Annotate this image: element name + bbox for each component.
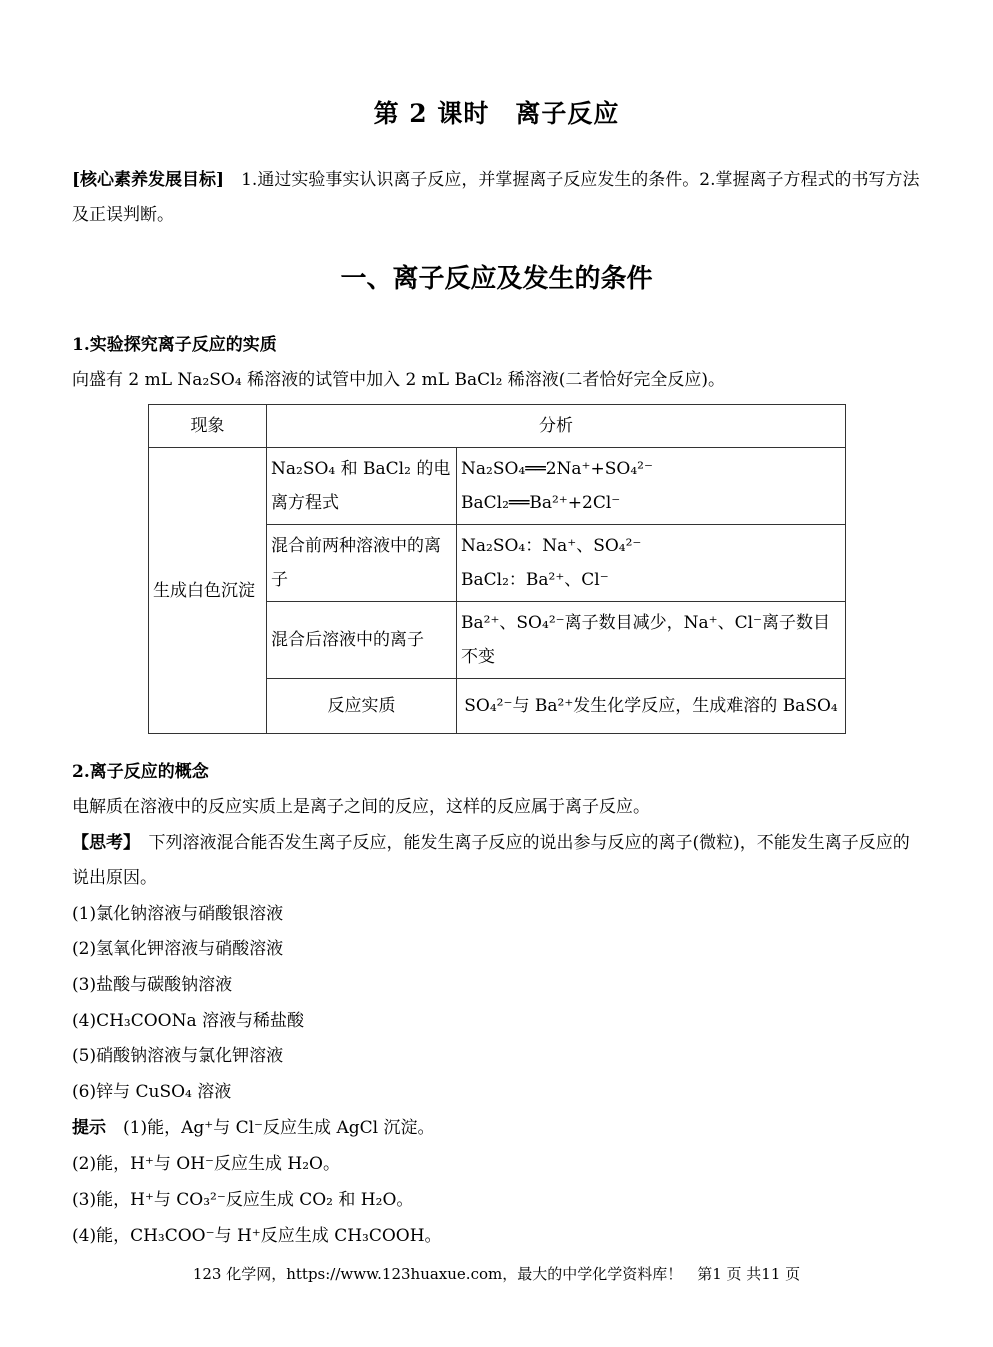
row-value [457,525,846,602]
think-item: (3)盐酸与碳酸钠溶液 [72,975,233,995]
experiment-table [148,404,846,734]
think-block [72,826,922,896]
think-item: (5)硝酸钠溶液与氯化钾溶液 [72,1046,284,1066]
hint-item: (1)能，Ag⁺与 Cl⁻反应生成 AgCl 沉淀。 [106,1118,435,1138]
goals-text: 1.通过实验事实认识离子反应，并掌握离子反应发生的条件。2.掌握离子方程式的书写方法及正误判断。 [72,170,920,225]
subsection-2-heading: 2.离子反应的概念 [72,762,209,782]
row-value-line: BaCl₂══Ba²⁺+2Cl⁻ [461,493,621,513]
row-label: 混合前两种溶液中的离子 [267,525,457,602]
subsection-1-intro: 向盛有 2 mL Na₂SO₄ 稀溶液的试管中加入 2 mL BaCl₂ 稀溶液(二者恰好完全反应)。 [72,370,726,390]
think-item: (4)CH₃COONa 溶液与稀盐酸 [72,1011,305,1031]
row-value-line: BaCl₂：Ba²⁺、Cl⁻ [461,570,609,590]
hint-item: (4)能，CH₃COO⁻与 H⁺反应生成 CH₃COOH。 [72,1226,442,1246]
row-value-line: Na₂SO₄══2Na⁺+SO₄²⁻ [461,459,653,479]
row-value: SO₄²⁻与 Ba²⁺发生化学反应，生成难溶的 BaSO₄ [457,679,846,734]
row-value-line: Na₂SO₄：Na⁺、SO₄²⁻ [461,536,642,556]
think-item: (2)氢氧化钾溶液与硝酸溶液 [72,939,284,959]
subsection-2-text: 电解质在溶液中的反应实质上是离子之间的反应，这样的反应属于离子反应。 [72,797,650,817]
page-title: 第 2 课时 离子反应 [373,99,620,128]
section-title: 一、离子反应及发生的条件 [340,264,653,294]
think-tag: 【思考】 [72,833,132,853]
page-footer: 123 化学网，https://www.123huaxue.com，最大的中学化学资料库！ 第1 页 共11 页 [192,1265,801,1283]
core-goals [72,163,922,233]
header-analysis: 分析 [267,405,846,448]
think-text: 下列溶液混合能否发生离子反应，能发生离子反应的说出参与反应的离子(微粒)，不能发生离子反应的说出原因。 [72,833,910,888]
table-row [149,448,846,525]
row-label: 反应实质 [267,679,457,734]
subsection-1-heading: 1.实验探究离子反应的实质 [72,335,277,355]
header-phenomenon: 现象 [149,405,267,448]
table-header-row [149,405,846,448]
row-value [457,448,846,525]
row-label: 混合后溶液中的离子 [267,602,457,679]
think-item: (6)锌与 CuSO₄ 溶液 [72,1082,232,1102]
phenomenon-cell: 生成白色沉淀 [149,448,267,734]
row-label: Na₂SO₄ 和 BaCl₂ 的电离方程式 [267,448,457,525]
hint-item: (2)能，H⁺与 OH⁻反应生成 H₂O。 [72,1154,340,1174]
row-value: Ba²⁺、SO₄²⁻离子数目减少，Na⁺、Cl⁻离子数目不变 [457,602,846,679]
hint-line [72,1111,434,1146]
hint-item: (3)能，H⁺与 CO₃²⁻反应生成 CO₂ 和 H₂O。 [72,1190,414,1210]
hint-tag: 提示 [72,1118,106,1138]
goals-tag: [核心素养发展目标] [72,170,225,190]
think-item: (1)氯化钠溶液与硝酸银溶液 [72,904,284,924]
